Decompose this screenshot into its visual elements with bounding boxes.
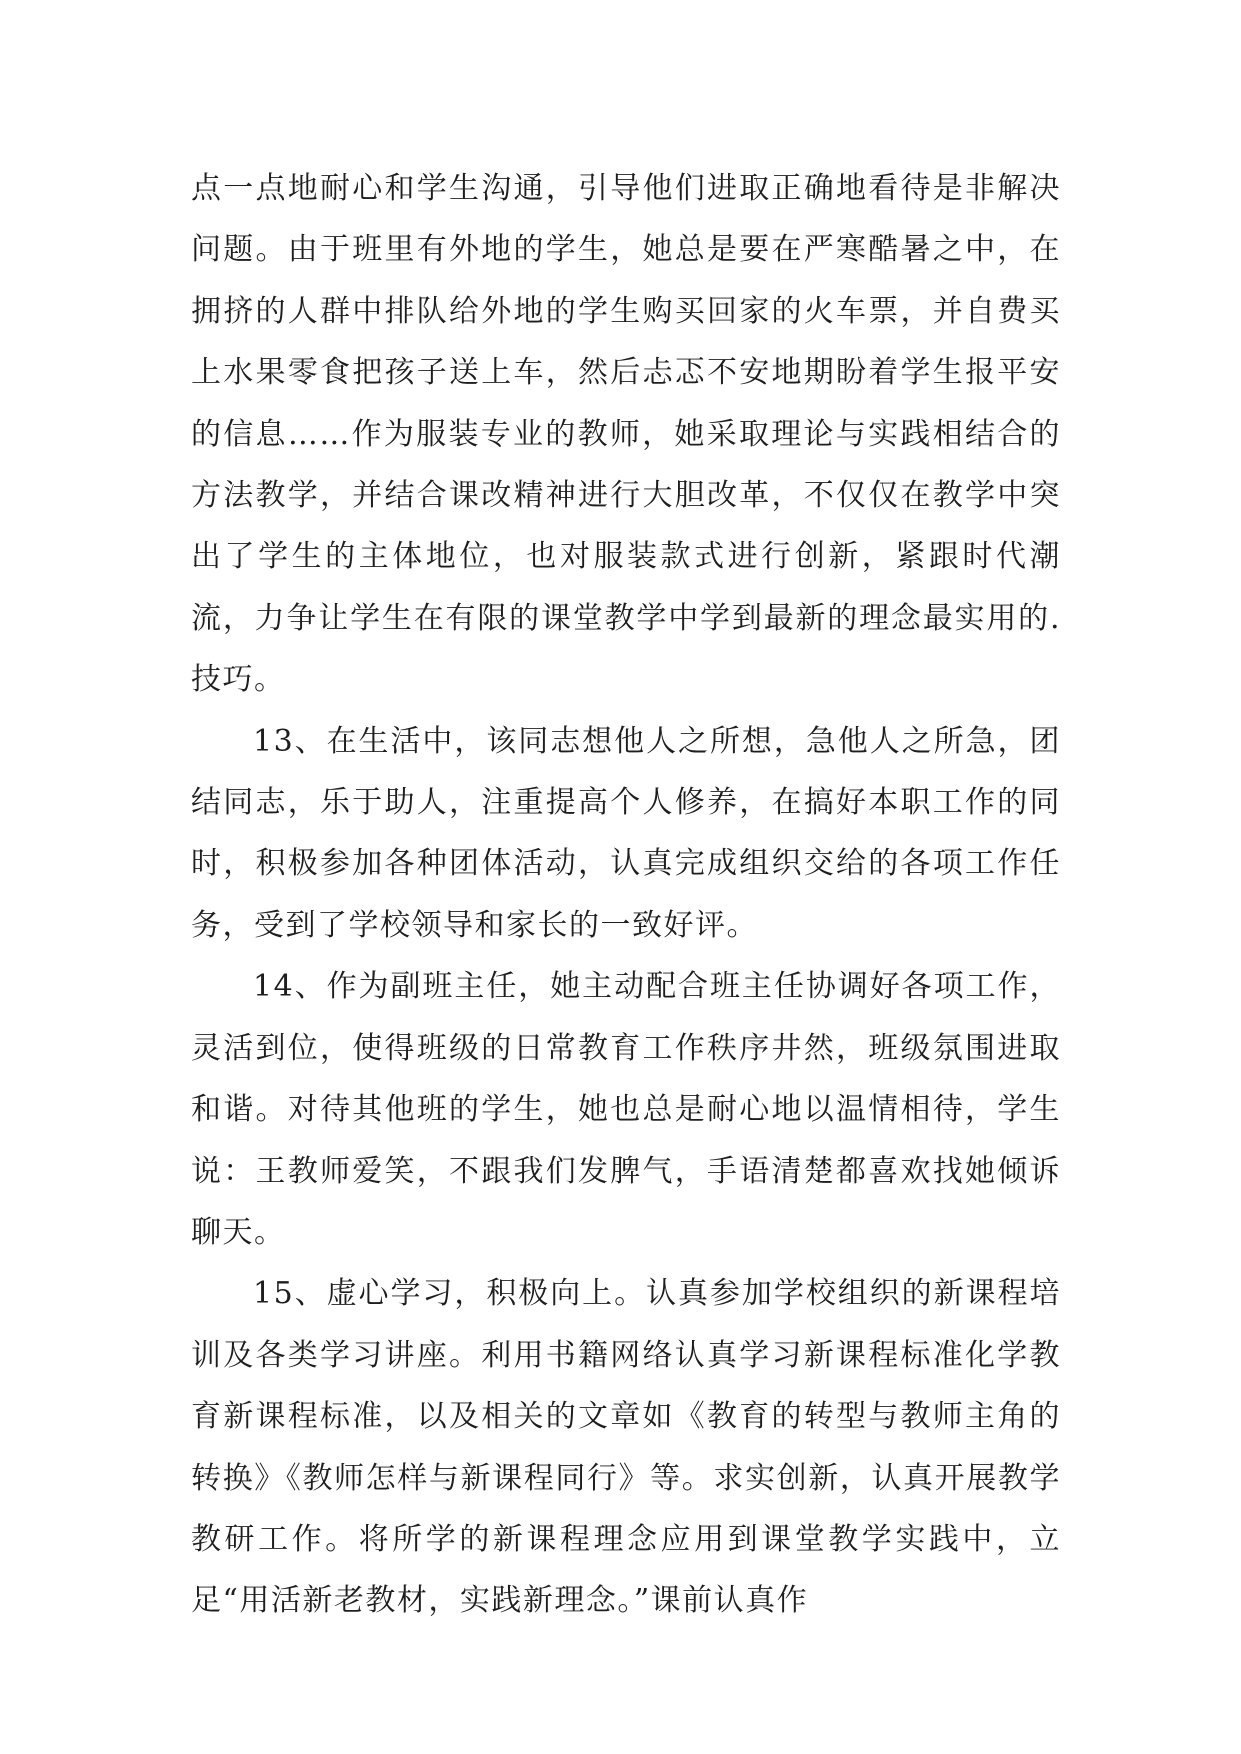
paragraph-item-14: 14、作为副班主任，她主动配合班主任协调好各项工作，灵活到位，使得班级的日常教育工作秩序井然，班级氛围进取和谐。对待其他班的学生，她也总是耐心地以温情相待，学生说：王教师爱笑，不跟我们发脾气，手语清楚都喜欢找她倾诉聊天。 [191,969,1061,1250]
paragraph-item-13: 13、在生活中，该同志想他人之所想，急他人之所急，团结同志，乐于助人，注重提高个人修养，在搞好本职工作的同时，积极参加各种团体活动，认真完成组织交给的各项工作任务，受到了学校领导和家长的一致好评。 [191,723,1061,943]
paragraph-item-15: 15、虚心学习，积极向上。认真参加学校组织的新课程培训及各类学习讲座。利用书籍网络认真学习新课程标准化学教育新课程标准，以及相关的文章如《教育的转型与教师主角的转换》《教师怎样与新课程同行》等。求实创新，认真开展教学教研工作。将所学的新课程理念应用到课堂教学实践中，立足“用活新老教材，实践新理念。”课前认真作 [191,1276,1061,1619]
paragraph-continuation: 点一点地耐心和学生沟通，引导他们进取正确地看待是非解决问题。由于班里有外地的学生，她总是要在严寒酷暑之中，在拥挤的人群中排队给外地的学生购买回家的火车票，并自费买上水果零食把孩子送上车，然后忐忑不安地期盼着学生报平安的信息……作为服装专业的教师，她采取理论与实践相结合的方法教学，并结合课改精神进行大胆改革，不仅仅在教学中突出了学生的主体地位，也对服装款式进行创新，紧跟时代潮流，力争让学生在有限的课堂教学中学到最新的理念最实用的.技巧。 [191,171,1061,698]
document-body [191,158,1061,1632]
